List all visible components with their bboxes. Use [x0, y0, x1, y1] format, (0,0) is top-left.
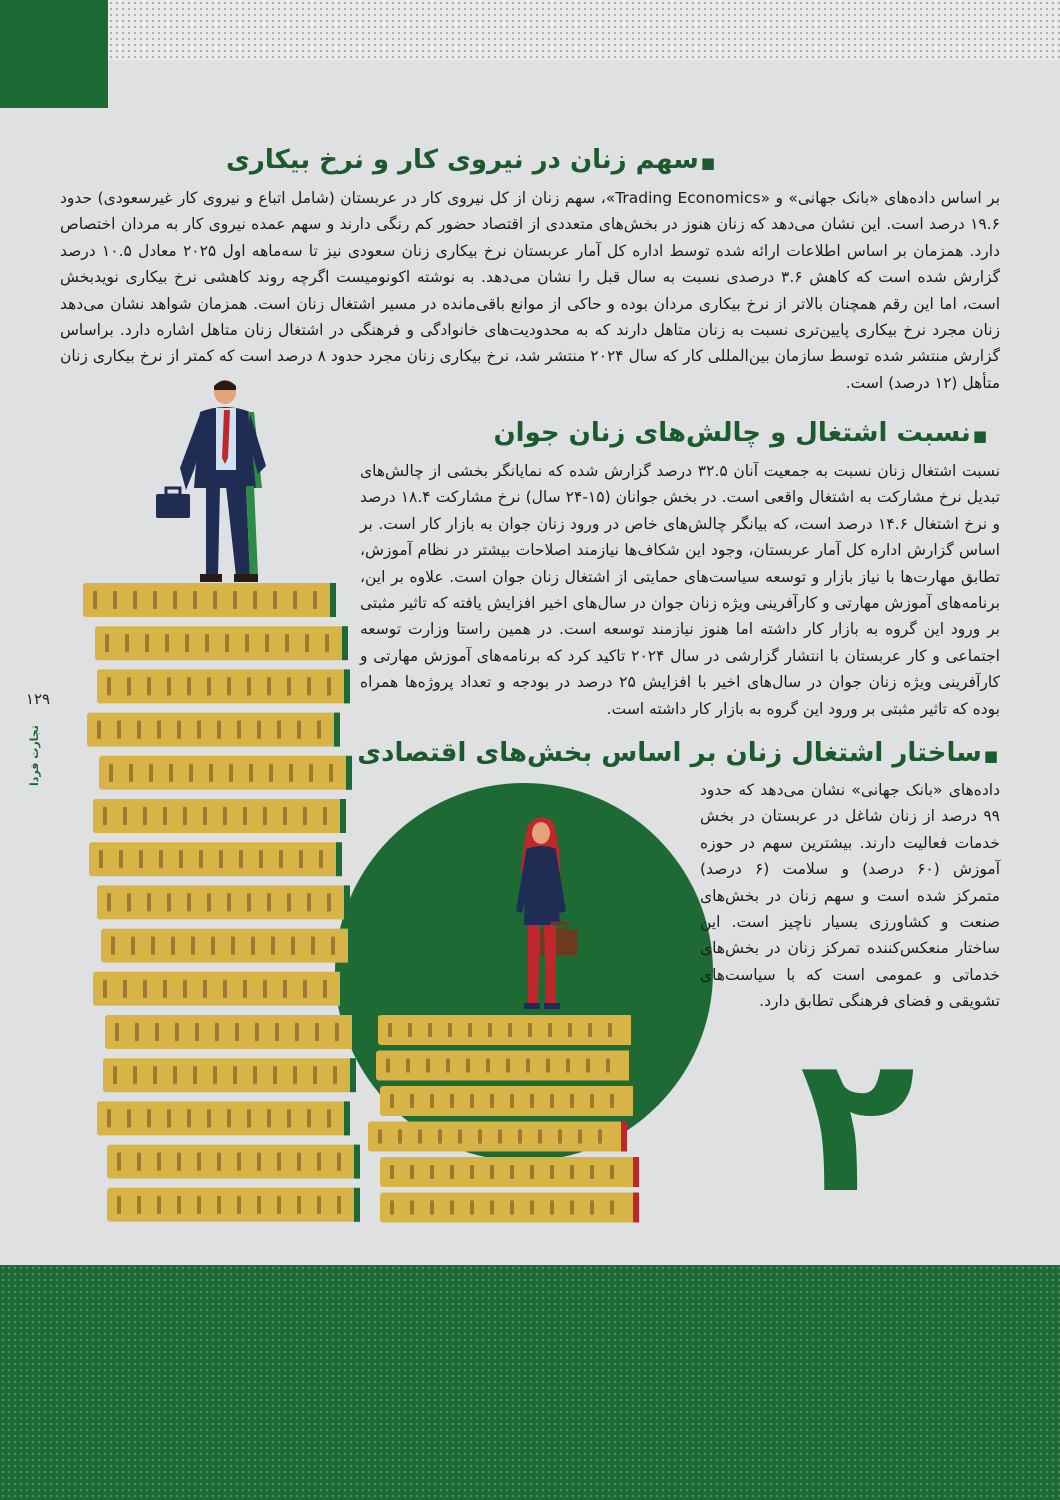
right-stack-coin	[376, 1051, 635, 1081]
section-paragraph: نسبت اشتغال زنان نسبت به جمعیت آنان ۳۲.۵ درصد گزارش شده که نمایانگر بخشی از چالش‌های تبدیل نرخ مشارکت به اشتغال واقعی است. در بخش جوانان (۱۵-۲۴ سال) نرخ مشارکت ۱۸.۴ درصد و نرخ اشتغال ۱۴.۶ درصد است، که بیانگر چالش‌های خاص در ورود زنان جوان به بازار کار است. بر اساس گزارش اداره کل آمار عربستان، وجود این شکاف‌ها نیازمند اصلاحات بیشتر در نظام آموزش، تطابق مهارت‌ها با نیاز بازار و توسعه سیاست‌های حمایتی از اشتغال زنان جوان است. علاوه بر این، برنامه‌های آموزش مهارتی و کارآفرینی ویژه زنان جوان در سال‌های اخیر افزایش یافته که تاثیر مثبتی بر ورود این گروه به بازار کار داشته اما هنوز نیازمند توسعه است. در همین راستا وزارت توسعه اجتماعی و کار عربستان با انتشار گزارشی در سال ۲۰۲۴ تاکید کرد که برنامه‌های آموزش مهارتی و کارآفرینی ویژه زنان جوان در سال‌های اخیر با افزایش ۲۵ درصد در بودجه و تعداد پروژه‌ها همراه بوده که تاثیر مثبتی بر ورود این گروه به بازار کار داشته است.	[360, 462, 1001, 718]
left-stack-coin	[105, 1015, 358, 1049]
left-stack-coin	[93, 799, 346, 833]
right-stack-coin	[380, 1086, 639, 1116]
left-stack-coin	[95, 626, 348, 660]
left-stack-coin	[83, 583, 336, 617]
right-stack-coin	[380, 1157, 639, 1187]
magazine-title: تجارت فردا	[28, 725, 41, 787]
left-stack-coin	[89, 842, 342, 876]
left-stack-coin	[97, 885, 350, 919]
left-stack-coin	[103, 1058, 356, 1092]
left-stack-coin	[107, 1145, 360, 1179]
section-paragraph: داده‌های «بانک جهانی» نشان می‌دهد که حدود ۹۹ درصد از زنان شاغل در عربستان در بخش خدمات فعالیت دارند. بیشترین سهم در حوزه آموزش (۶۰ درصد) و سلامت (۶ درصد) متمرکز شده است و سهم زنان در بخش‌های صنعت و کشاورزی بسیار ناچیز است. این ساختار منعکس‌کننده تمرکز زنان در بخش‌های خدماتی و عمومی است که با سیاست‌های تشویقی و فضای فرهنگی تطابق دارد.	[700, 781, 1000, 1011]
left-stack-coin	[107, 1188, 360, 1222]
left-stack-coin	[97, 669, 350, 703]
section-title: ■ سهم زنان در نیروی کار و نرخ بیکاری	[226, 145, 715, 175]
left-stack-coin	[87, 713, 340, 747]
section-number-digit: ۲	[799, 1014, 916, 1235]
section-title: ■ نسبت اشتغال و چالش‌های زنان جوان	[493, 418, 987, 448]
magazine-name	[28, 720, 48, 792]
left-stack-coin	[93, 972, 346, 1006]
left-stack-coin	[99, 756, 352, 790]
right-stack-coin	[378, 1015, 637, 1045]
right-stack-coin	[368, 1122, 627, 1152]
businessman-figure	[150, 378, 290, 586]
page-number: ۱۲۹	[25, 690, 51, 708]
section-paragraph: بر اساس داده‌های «بانک جهانی» و «Trading Economics»، سهم زنان از کل نیروی کار در عربستان (شامل اتباع و نیروی کار غیرسعودی) حدود ۱۹.۶ درصد است. این نشان می‌دهد که زنان هنوز در بخش‌های متعددی از اقتصاد حضور کم رنگی دارند و سهم عمده نیروی کار به مردان اختصاص دارد. همزمان بر اساس اطلاعات ارائه شده توسط اداره کل آمار عربستان نرخ بیکاری زنان سعودی نیز تا سه‌ماهه اول ۲۰۲۵ معادل ۱۰.۵ درصد گزارش شده است که کاهش ۳.۶ درصدی نسبت به سال قبل را نشان می‌دهد. به نوشته اکونومیست اگرچه روند کاهشی نرخ بیکاری نویدبخش است، اما این رقم همچنان بالاتر از نرخ بیکاری مردان بوده و حاکی از موانع باقی‌مانده در مسیر اشتغال زنان است. همزمان شواهد نشان می‌دهد زنان مجرد نرخ بیکاری پایین‌تری نسبت به زنان متاهل دارند که به محدودیت‌های خانوادگی و فرهنگی در اشتغال زنان متاهل اشاره دارد. براساس گزارش منتشر شده توسط سازمان بین‌المللی کار که سال ۲۰۲۴ منتشر شد، نرخ بیکاری زنان مجرد حدود ۸ درصد است که کمتر از نرخ بیکاری زنان متأهل (۱۲ درصد) است.	[60, 189, 1001, 392]
left-coin-stack	[83, 583, 360, 1222]
left-stack-coin	[97, 1101, 350, 1135]
right-stack-coin	[380, 1193, 639, 1223]
left-stack-coin	[101, 929, 354, 963]
right-coin-stack	[368, 1015, 639, 1223]
businesswoman-figure	[500, 815, 590, 1015]
section-title: ■ ساختار اشتغال زنان بر اساس بخش‌های اقتصادی	[357, 738, 998, 768]
